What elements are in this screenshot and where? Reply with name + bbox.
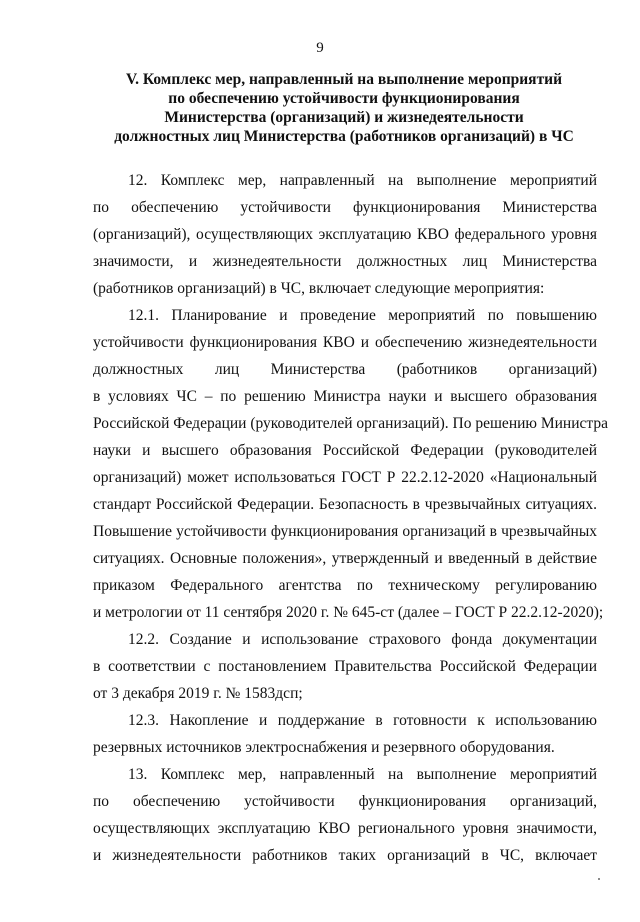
text-line: по обеспечению устойчивости функционирования Министерства [93, 199, 597, 216]
text-line: Повышение устойчивости функционирования организаций в чрезвычайных [93, 523, 597, 540]
heading-line: по обеспечению устойчивости функционирования [168, 90, 520, 107]
text-line: 12.1. Планирование и проведение мероприятий по повышению [128, 307, 597, 324]
text-line: 13. Комплекс мер, направленный на выполнение мероприятий [128, 766, 597, 783]
page-number: 9 [316, 40, 324, 56]
text-line: резервных источников электроснабжения и резервного оборудования. [93, 739, 555, 756]
text-line: должностных лиц Министерства (работников организаций) [93, 361, 597, 378]
text-line: Российской Федерации (руководителей организаций). По решению Министра [93, 415, 608, 432]
section-heading [90, 70, 598, 146]
heading-line: Министерства (организаций) и жизнедеятельности [164, 109, 524, 126]
text-line: и метрологии от 11 сентября 2020 г. № 645-ст (далее – ГОСТ Р 22.2.12-2020); [93, 604, 604, 621]
text-line: осуществляющих эксплуатацию КВО регионального уровня значимости, [93, 820, 597, 837]
text-line: от 3 декабря 2019 г. № 1583дсп; [93, 685, 303, 702]
text-line: в условиях ЧС – по решению Министра науки и высшего образования [93, 388, 597, 405]
heading-line: должностных лиц Министерства (работников организаций) в ЧС [114, 128, 574, 145]
text-line: 12.2. Создание и использование страхового фонда документации [128, 631, 597, 648]
text-line: ситуациях. Основные положения», утвержденный и введенный в действие [93, 550, 597, 567]
text-line: 12.3. Накопление и поддержание в готовности к использованию [128, 712, 597, 729]
paragraph-12 [93, 167, 597, 302]
text-line: в соответствии с постановлением Правительства Российской Федерации [93, 658, 597, 675]
text-line: по обеспечению устойчивости функционирования организаций, [93, 793, 597, 810]
paragraph-12-2 [93, 626, 597, 707]
document-body [93, 167, 608, 869]
paragraph-13 [93, 761, 597, 869]
text-line: 12. Комплекс мер, направленный на выполнение мероприятий [128, 172, 597, 189]
text-line: приказом Федерального агентства по техническому регулированию [93, 577, 597, 594]
text-line: стандарт Российской Федерации. Безопасность в чрезвычайных ситуациях. [93, 496, 597, 513]
text-line: (организаций), осуществляющих эксплуатацию КВО федерального уровня [93, 226, 597, 243]
text-line: значимости, и жизнедеятельности должностных лиц Министерства [93, 253, 597, 270]
text-line: организаций) может использоваться ГОСТ Р 22.2.12-2020 «Национальный [93, 469, 597, 486]
text-line: (работников организаций) в ЧС, включает следующие мероприятия: [93, 280, 545, 297]
text-line: и жизнедеятельности работников таких организаций в ЧС, включает [93, 847, 597, 864]
scan-speck [598, 878, 600, 880]
text-line: науки и высшего образования Российской Федерации (руководителей [93, 442, 597, 459]
paragraph-12-3 [93, 707, 597, 761]
paragraph-12-1 [93, 302, 608, 626]
heading-line: V. Комплекс мер, направленный на выполнение мероприятий [125, 71, 563, 88]
text-line: устойчивости функционирования КВО и обеспечению жизнедеятельности [93, 334, 597, 351]
